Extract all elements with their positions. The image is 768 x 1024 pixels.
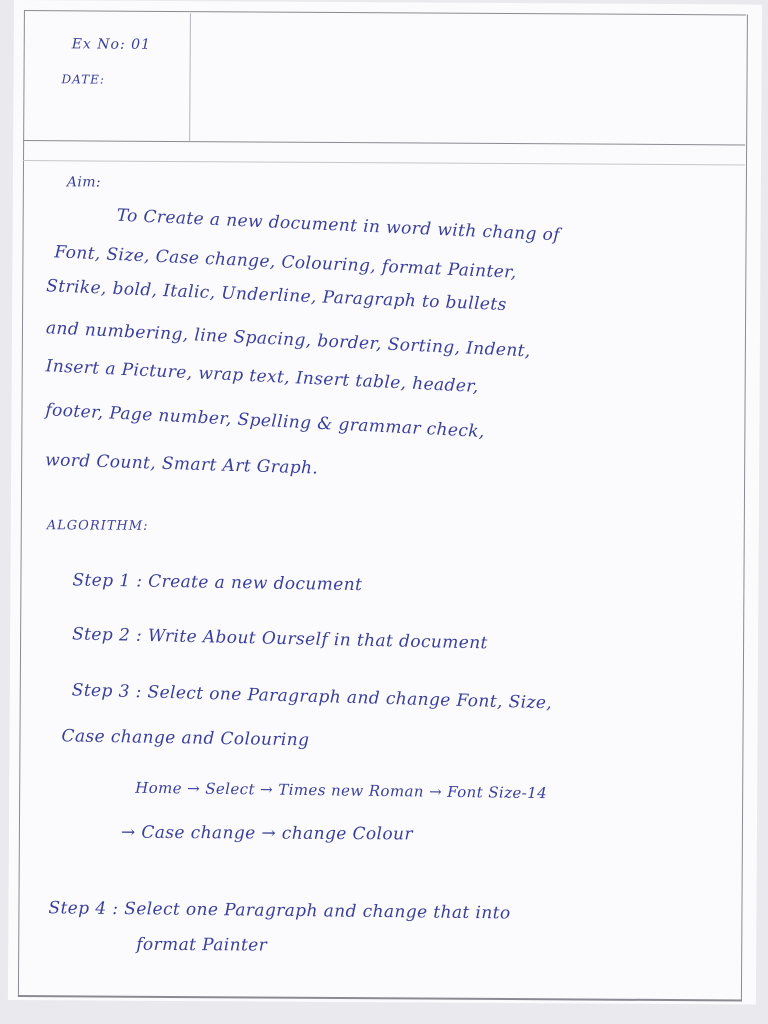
notebook-page — [8, 0, 762, 1005]
algorithm-heading: ALGORITHM: — [46, 518, 149, 534]
aim-line-2: Font, Size, Case change, Colouring, format Painter, — [54, 242, 518, 283]
step-3: Step 3 : Select one Paragraph and change Font, Size, — [71, 680, 553, 714]
aim-line-4: and numbering, line Spacing, border, Sorting, Indent, — [45, 318, 532, 362]
page-border — [18, 10, 748, 1001]
exercise-number: Ex No: 01 — [71, 36, 152, 53]
step-4-continued: format Painter — [136, 934, 268, 956]
aim-line-3: Strike, bold, Italic, Underline, Paragraph to bullets — [45, 276, 508, 316]
step-1: Step 1 : Create a new document — [72, 570, 363, 596]
aim-line-6: footer, Page number, Spelling & grammar check, — [44, 400, 486, 443]
aim-line-7: word Count, Smart Art Graph. — [44, 450, 319, 479]
step-3-menu-path: Home → Select → Times new Roman → Font Size-14 — [135, 778, 548, 803]
step-3-continued: Case change and Colouring — [61, 726, 310, 751]
step-4: Step 4 : Select one Paragraph and change that into — [48, 898, 511, 924]
date-label: DATE: — [61, 72, 105, 87]
aim-line-1: To Create a new document in word with chang of — [116, 205, 561, 246]
aim-line-5: Insert a Picture, wrap text, Insert table, header, — [45, 356, 480, 397]
step-3-menu-path-continued: → Case change → change Colour — [120, 822, 414, 845]
aim-label: Aim: — [66, 174, 102, 191]
step-2: Step 2 : Write About Ourself in that document — [71, 624, 488, 654]
